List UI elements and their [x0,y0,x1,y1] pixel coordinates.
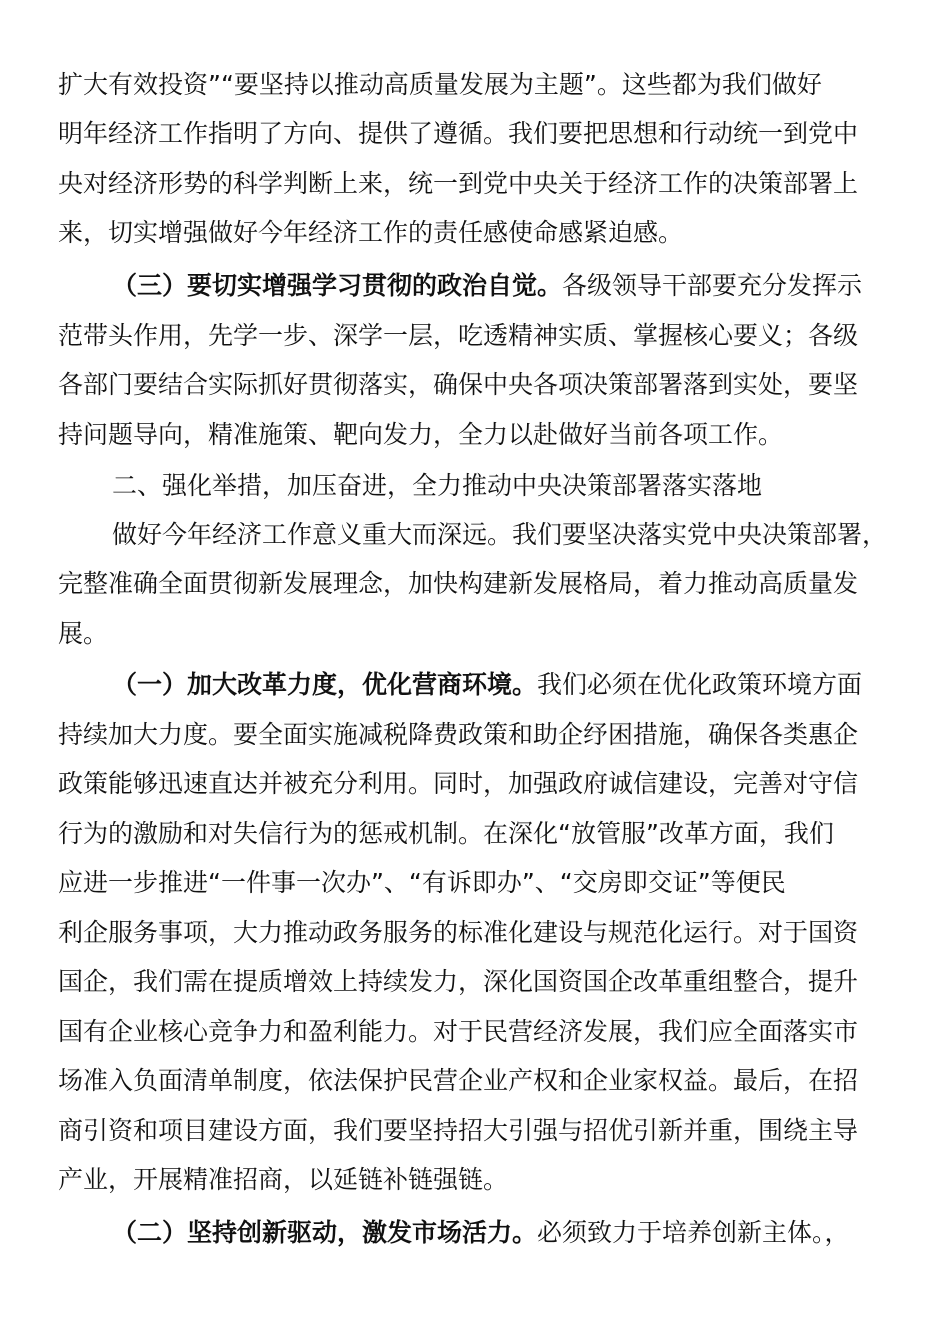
text-line: 商引资和项目建设方面，我们要坚持招大引强与招优引新并重，围绕主导 [58,1116,859,1145]
paragraph-heading: （二）坚持创新驱动，激发市场活力。 [112,1218,538,1247]
text-line: 行为的激励和对失信行为的惩戒机制。在深化“放管服”改革方面，我们 [58,819,834,848]
text-line: 展。 [58,619,109,648]
text-line: 持续加大力度。要全面实施减税降费政策和助企纾困措施，确保各类惠企 [58,720,859,749]
text-line: 央对经济形势的科学判断上来，统一到党中央关于经济工作的决策部署上 [58,169,859,198]
text-line: 国企，我们需在提质增效上持续发力，深化国资国企改革重组整合，提升 [58,967,859,996]
paragraph-heading: （三）要切实增强学习贯彻的政治自觉。 [112,271,563,300]
text-line: 明年经济工作指明了方向、提供了遵循。我们要把思想和行动统一到党中 [58,119,859,148]
text-line: 扩大有效投资”“要坚持以推动高质量发展为主题”。这些都为我们做好 [58,70,822,99]
text-line: 范带头作用，先学一步、深学一层，吃透精神实质、掌握核心要义；各级 [58,321,859,350]
text-line: 利企服务事项，大力推动政务服务的标准化建设与规范化运行。对于国资 [58,918,859,947]
paragraph-first-line [112,1208,950,1258]
text-line: 场准入负面清单制度，依法保护民营企业产权和企业家权益。最后，在招 [58,1066,859,1095]
text-line: 产业，开展精准招商，以延链补链强链。 [58,1165,509,1194]
text-line: 做好今年经济工作意义重大而深远。我们要坚决落实党中央决策部署， [112,520,888,549]
paragraph-text: 必须致力于培养创新主体。， [537,1218,850,1247]
paragraph-text: 我们必须在优化政策环境方面 [537,670,863,699]
paragraph-first-line [112,660,950,710]
paragraph-heading: （一）加大改革力度，优化营商环境。 [112,670,538,699]
paragraph-text: 各级领导干部要充分发挥示 [562,271,863,300]
section-title: 二、强化举措，加压奋进，全力推动中央决策部署落实落地 [112,471,763,500]
paragraph-first-line [112,261,950,311]
text-line: 国有企业核心竞争力和盈利能力。对于民营经济发展，我们应全面落实市 [58,1017,859,1046]
text-line: 来，切实增强做好今年经济工作的责任感使命感紧迫感。 [58,218,684,247]
text-line: 完整准确全面贯彻新发展理念，加快构建新发展格局，着力推动高质量发 [58,569,859,598]
text-line: 各部门要结合实际抓好贯彻落实，确保中央各项决策部署落到实处，要坚 [58,370,859,399]
text-line: 应进一步推进“一件事一次办”、“有诉即办”、“交房即交证”等便民 [58,868,786,897]
text-line: 政策能够迅速直达并被充分利用。同时，加强政府诚信建设，完善对守信 [58,769,859,798]
text-line: 持问题导向，精准施策、靶向发力，全力以赴做好当前各项工作。 [58,420,784,449]
